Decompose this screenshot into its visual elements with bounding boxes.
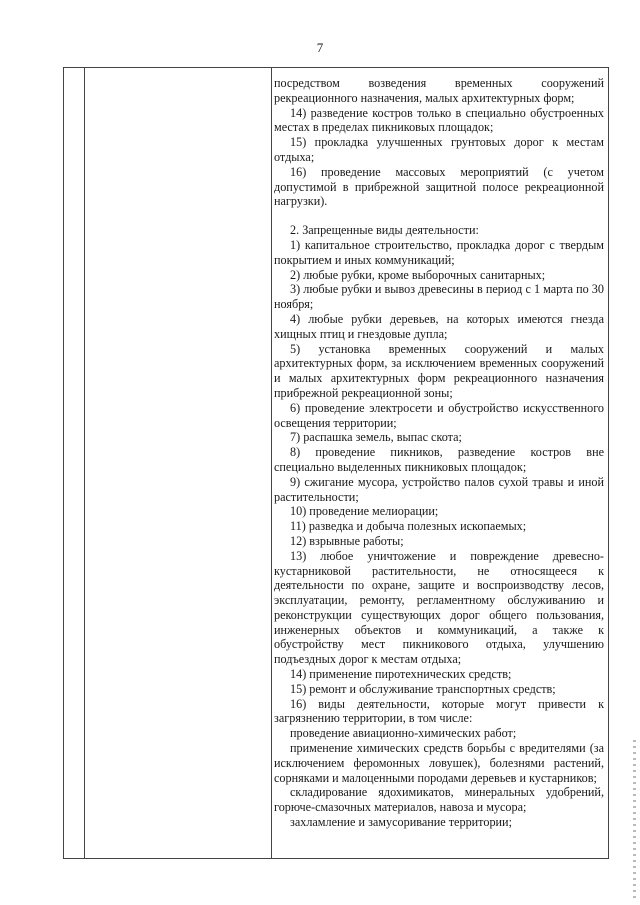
list-item: 14) разведение костров только в специально обустроенных местах в пределах пикниковых площадок; [274, 105, 604, 135]
column-divider-1 [84, 68, 85, 858]
list-item: 2) любые рубки, кроме выборочных санитарных; [290, 267, 546, 282]
list-item: посредством возведения временных сооружений рекреационного назначения, малых архитектурных форм; [274, 76, 604, 105]
list-item: проведение авиационно-химических работ; [290, 726, 517, 741]
list-item: 11) разведка и добыча полезных ископаемых; [290, 519, 527, 534]
list-item: 7) распашка земель, выпас скота; [290, 430, 462, 445]
list-item: 12) взрывные работы; [290, 533, 404, 548]
section-heading: 2. Запрещенные виды деятельности: [290, 223, 479, 238]
list-item: 10) проведение мелиорации; [290, 504, 439, 519]
column-divider-2 [271, 68, 272, 858]
list-item: 9) сжигание мусора, устройство палов сухой травы и иной растительности; [274, 474, 604, 504]
list-item: 15) прокладка улучшенных грунтовых дорог к местам отдыха; [274, 135, 604, 164]
list-item: применение химических средств борьбы с вредителями (за исключением феромонных ловушек), болезнями растений, сорняками и малоценными породами деревьев и кустарников; [274, 741, 604, 785]
list-item: складирование ядохимикатов, минеральных удобрений, горюче-смазочных материалов, навоза и мусора; [274, 785, 604, 815]
list-item: 16) проведение массовых мероприятий (с учетом допустимой в прибрежной защитной полосе рекреационной нагрузки). [274, 164, 604, 209]
activities-text-cell [274, 76, 604, 830]
regulations-table [63, 67, 609, 859]
list-item: 4) любые рубки деревьев, на которых имеются гнезда хищных птиц и гнездовые дупла; [274, 311, 604, 341]
list-item: 8) проведение пикников, разведение костров вне специально выделенных пикниковых площадок; [274, 445, 604, 474]
list-item: 13) любое уничтожение и повреждение древесно-кустарниковой растительности, не относящееся к деятельности по охране, защите и воспроизводству лесов, эксплуатации, ремонту, регламентному обслуживанию и реконструкции существующих дорог общего пользования, инженерных объектов и коммуникаций, а также к обустройству мест пикникового отдыха, улучшению подъездных дорог к местам отдыха; [274, 548, 604, 667]
list-item: 14) применение пиротехнических средств; [290, 667, 512, 682]
list-item: 1) капитальное строительство, прокладка дорог с твердым покрытием и иных коммуникаций; [274, 237, 604, 267]
scan-edge-mark [633, 740, 636, 900]
list-item: 6) проведение электросети и обустройство искусственного освещения территории; [274, 400, 604, 430]
list-item: 15) ремонт и обслуживание транспортных средств; [290, 681, 556, 696]
list-item: захламление и замусоривание территории; [290, 815, 512, 830]
list-item: 16) виды деятельности, которые могут привести к загрязнению территории, в том числе: [274, 696, 604, 726]
list-item: 5) установка временных сооружений и малых архитектурных форм, за исключением временных сооружений и малых архитектурных форм рекреационного назначения прибрежной рекреационной зоны; [274, 341, 604, 400]
page-number: 7 [316, 40, 324, 55]
list-item: 3) любые рубки и вывоз древесины в период с 1 марта по 30 ноября; [274, 282, 604, 312]
